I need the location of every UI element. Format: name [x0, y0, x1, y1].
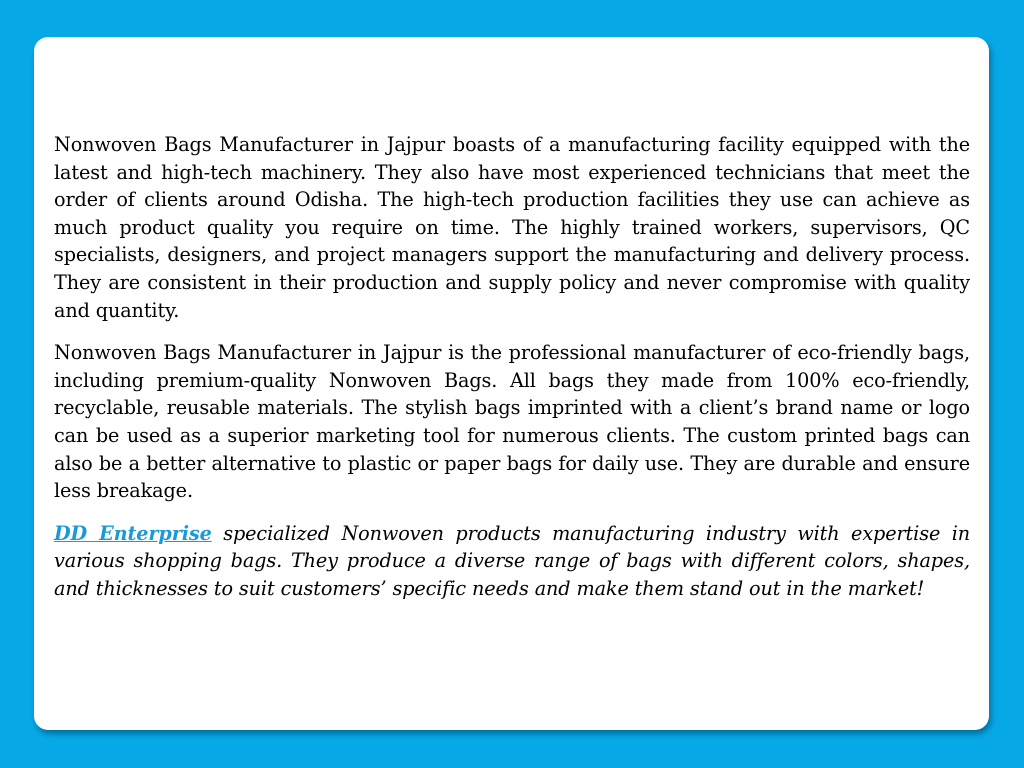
paragraph-eco-friendly: Nonwoven Bags Manufacturer in Jajpur is the professional manufacturer of eco-friendly bags, including premium-quality Nonwoven Bags. All bags they made from 100% eco-friendly, recyclable, reusable materials. The stylish bags imprinted with a client’s brand name or logo can be used as a superior marketing tool for numerous clients. The custom printed bags can also be a better alternative to plastic or paper bags for daily use. They are durable and ensure less breakage. [54, 341, 970, 503]
paragraph-closing [54, 520, 970, 603]
dd-enterprise-link[interactable]: DD Enterprise [54, 521, 212, 545]
slide-card [34, 37, 989, 730]
paragraph-facility: Nonwoven Bags Manufacturer in Jajpur boasts of a manufacturing facility equipped with the latest and high-tech machinery. They also have most experienced technicians that meet the order of clients around Odisha. The high-tech production facilities they use can achieve as much product quality you require on time. The highly trained workers, supervisors, QC specialists, designers, and project managers support the manufacturing and delivery process. They are consistent in their production and supply policy and never compromise with quality and quantity. [54, 133, 970, 322]
slide-content [54, 131, 970, 618]
closing-text: specialized Nonwoven products manufacturing industry with expertise in various shopping bags. They produce a diverse range of bags with different colors, shapes, and thicknesses to suit customers’ specific needs and make them stand out in the market! [54, 521, 970, 600]
